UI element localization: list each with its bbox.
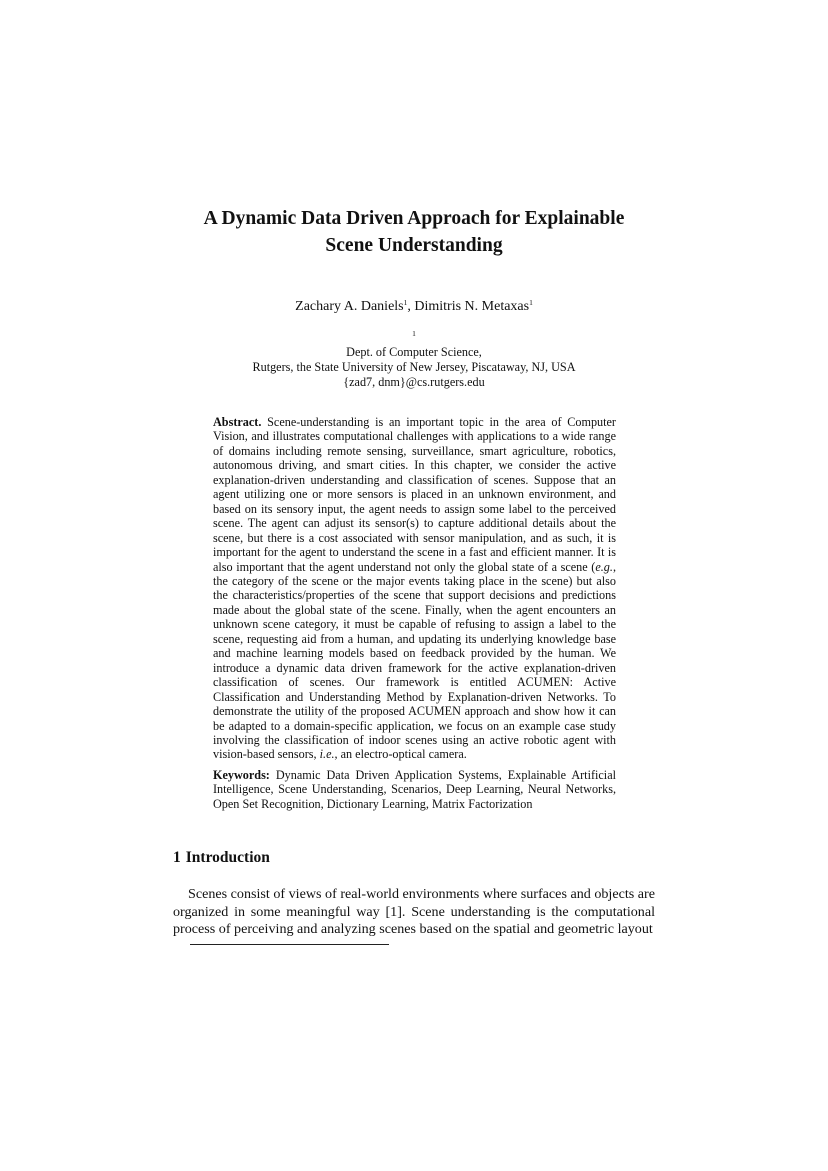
abstract	[213, 415, 616, 762]
keywords-text: Dynamic Data Driven Application Systems, Explainable Artificial Intelligence, Scene Understanding, Scenarios, Deep Learning, Neural Networks, Open Set Recognition, Dictionary Learning, Matrix Factorization	[213, 768, 616, 811]
author-emails: {zad7, dnm}@cs.rutgers.edu	[343, 375, 485, 389]
abstract-label: Abstract.	[213, 415, 262, 429]
affiliation-university: Rutgers, the State University of New Jersey, Piscataway, NJ, USA	[252, 360, 576, 374]
title-line-2: Scene Understanding	[325, 235, 503, 256]
affiliation-marker: 1	[412, 329, 416, 338]
section-heading-introduction	[173, 848, 270, 868]
section-number: 1	[173, 849, 181, 866]
affiliation-block	[150, 330, 678, 390]
author-name: Dimitris N. Metaxas	[414, 299, 530, 314]
author-name: Zachary A. Daniels	[295, 299, 404, 314]
author-list	[150, 297, 678, 317]
affiliation-department: $^1$ Dept. of Computer Science,	[346, 329, 482, 359]
abstract-text: Scene-understanding is an important topic in the area of Computer Vision, and illustrates computational challenges with applications to a wide range of domains including remote sensing, surveillance, smart agriculture, robotics, autonomous driving, and smart cities. In this chapter, we consider the active explanation-driven understanding and classification of scenes. Suppose that an agent utilizing one or more sensors is placed in an unknown environment, and based on its sensory input, the agent needs to assign some label to the perceived scene. The agent can adjust its sensor(s) to capture additional details about the scene, but there is a cost associated with sensor manipulation, and as such, it is important for the agent to understand the scene in a fast and efficient manner. It is also important that the agent understand not only the global state of a scene (	[213, 415, 616, 574]
abstract-eg: e.g.	[595, 559, 613, 574]
abstract-text: , the category of the scene or the major events taking place in the scene) but also the characteristics/properties of the scene that support decisions and predictions made about the global state of the scene. Finally, when the agent encounters an unknown scene category, it must be capable of refusing to assign a label to the scene, requesting aid from a human, and updating its underlying knowledge base and machine learning models based on feedback provided by the human. We introduce a dynamic data driven framework for the active explanation-driven classification of scenes. Our framework is entitled ACUMEN: Active Classification and Understanding Method by Explanation-driven Networks. To demonstrate the utility of the proposed ACUMEN approach and show how it can be adapted to a domain-specific application, we focus on an example case study involving the classification of indoor scenes using an active robotic agent with vision-based sensors,	[213, 559, 616, 762]
author-separator: ,	[407, 299, 415, 314]
section-title: Introduction	[185, 849, 270, 866]
affiliation-marker: 1	[529, 298, 533, 307]
keywords	[213, 768, 616, 811]
introduction-paragraph: Scenes consist of views of real-world environments where surfaces and objects are organized in some meaningful way [1]. Scene understanding is the computational process of perceiving and analyzing scenes based on the spatial and geometric layout	[173, 886, 655, 938]
keywords-label: Keywords:	[213, 768, 270, 782]
footnote-separator	[190, 944, 389, 945]
abstract-text: an electro-optical camera.	[337, 747, 467, 762]
abstract-ie: i.e.,	[319, 747, 338, 762]
affiliation-marker: 1	[403, 298, 408, 307]
title-line-1: A Dynamic Data Driven Approach for Explainable	[203, 208, 625, 229]
paper-title	[150, 205, 678, 259]
